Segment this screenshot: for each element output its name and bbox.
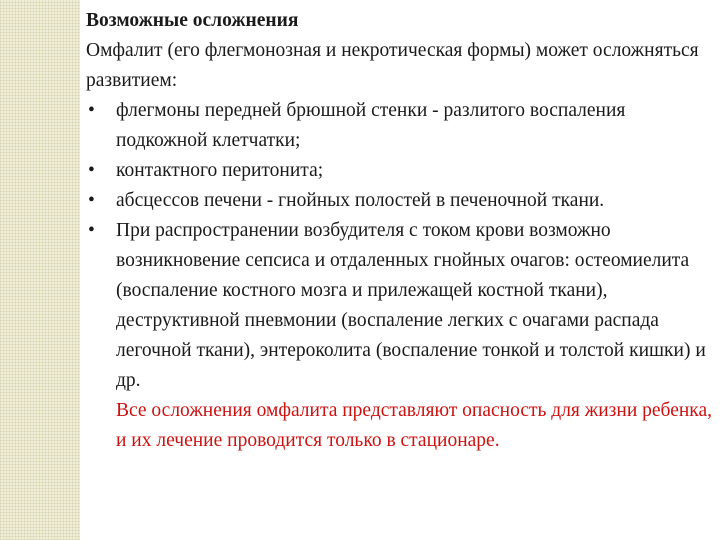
warning-text: Все осложнения омфалита представляют опасность для жизни ребенка, и их лечение проводится только в стационаре. <box>116 400 712 451</box>
bullet-icon: • <box>88 100 95 121</box>
slide-content <box>86 6 716 456</box>
bullet-icon: • <box>88 160 95 181</box>
list-item-text: флегмоны передней брюшной стенки - разлитого воспаления подкожной клетчатки; <box>116 100 626 151</box>
decorative-side-stripe <box>0 0 80 540</box>
list-item <box>86 156 716 186</box>
list-item <box>86 186 716 216</box>
complications-list <box>86 96 716 456</box>
list-item-text: контактного перитонита; <box>116 160 324 181</box>
intro-text: Омфалит (его флегмонозная и некротическая формы) может осложняться развитием: <box>86 40 699 91</box>
list-item-text: абсцессов печени - гнойных полостей в печеночной ткани. <box>116 190 605 211</box>
bullet-icon: • <box>88 190 95 211</box>
slide-title: Возможные осложнения <box>86 10 299 31</box>
list-item <box>86 216 716 456</box>
bullet-icon: • <box>88 220 95 241</box>
list-item-text: При распространении возбудителя с током крови возможно возникновение сепсиса и отдаленных гнойных очагов: остеомиелита (воспаление костного мозга и прилежащей костной ткани), деструктивной пневмонии (воспаление легких с очагами распада легочной ткани), энтероколита (воспаление тонкой и толстой кишки) и др. <box>116 220 706 391</box>
list-item <box>86 96 716 156</box>
